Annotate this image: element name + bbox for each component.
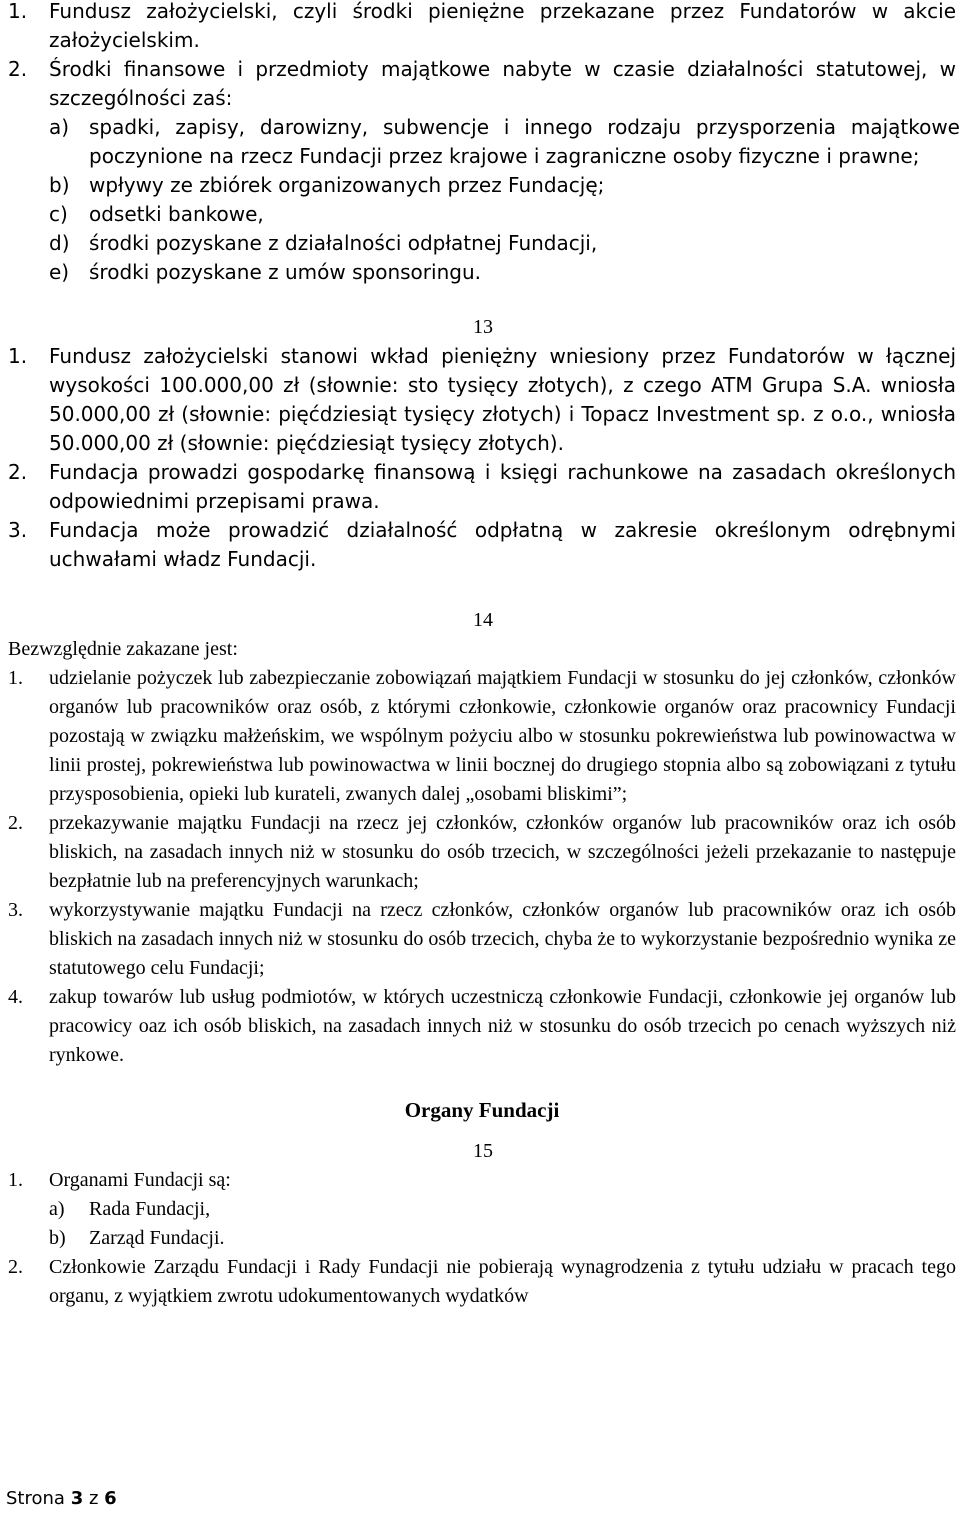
sub-text: wpływy ze zbiórek organizowanych przez Fundację; xyxy=(89,173,605,197)
sub-item xyxy=(0,200,960,229)
sub-item xyxy=(0,171,960,200)
section-number: 13 xyxy=(473,316,493,338)
item-text: Środki finansowe i przedmioty majątkowe nabyte w czasie działalności statutowej, w szczególności zaś: xyxy=(49,57,956,110)
list-item xyxy=(0,342,960,458)
sub-text: środki pozyskane z działalności odpłatnej Fundacji, xyxy=(89,231,598,255)
sub-letter: a) xyxy=(49,1198,65,1220)
sub-text: środki pozyskane z umów sponsoringu. xyxy=(89,260,481,284)
footer-of: z xyxy=(88,1488,99,1509)
sub-text: odsetki bankowe, xyxy=(89,202,264,226)
list-item xyxy=(0,983,960,1070)
footer-total-pages: 6 xyxy=(104,1488,117,1509)
item-number: 2. xyxy=(8,57,28,81)
sub-text: Zarząd Fundacji. xyxy=(89,1227,225,1249)
sub-letter: b) xyxy=(49,173,70,197)
item-number: 1. xyxy=(8,0,28,23)
footer-prefix: Strona xyxy=(6,1488,65,1509)
section-intro: Bezwzględnie zakazane jest: xyxy=(8,638,238,660)
item-text: Fundacja prowadzi gospodarkę finansową i księgi rachunkowe na zasadach określonych odpowiednimi przepisami prawa. xyxy=(49,460,956,513)
footer-page-number: 3 xyxy=(70,1488,84,1509)
sub-text: Rada Fundacji, xyxy=(89,1198,211,1220)
sub-item xyxy=(0,113,960,171)
item-number: 3. xyxy=(8,899,23,921)
page-footer xyxy=(6,1488,117,1509)
item-text: przekazywanie majątku Fundacji na rzecz jej członków, członków organów lub pracowników oraz ich osób bliskich, na zasadach innych niż w stosunku do osób trzecich, w szczególności jeżeli przekazanie to następuje bezpłatnie lub na preferencyjnych warunkach; xyxy=(49,812,956,892)
list-item xyxy=(0,664,960,809)
section-heading: Organy Fundacji xyxy=(404,1098,560,1122)
item-text: Fundacja może prowadzić działalność odpłatną w zakresie określonym odrębnymi uchwałami władz Fundacji. xyxy=(49,518,956,571)
item-number: 1. xyxy=(8,667,23,689)
section-number: 14 xyxy=(473,609,493,631)
item-text: Członkowie Zarządu Fundacji i Rady Fundacji nie pobierają wynagrodzenia z tytułu udziału w pracach tego organu, z wyjątkiem zwrotu udokumentowanych wydatków xyxy=(49,1256,956,1307)
section-number: 15 xyxy=(473,1140,493,1162)
list-item xyxy=(0,0,960,55)
list-item xyxy=(0,1166,960,1195)
item-text: wykorzystywanie majątku Fundacji na rzecz członków, członków organów lub pracowników oraz ich osób bliskich na zasadach innych niż w stosunku do osób trzecich, chyba że to wykorzystanie bezpośrednio wynika ze statutowego celu Fundacji; xyxy=(49,899,956,979)
item-text: Organami Fundacji są: xyxy=(49,1169,231,1191)
item-text: udzielanie pożyczek lub zabezpieczanie zobowiązań majątkiem Fundacji w stosunku do jej członków, członków organów lub pracowników oraz osób, z którymi członkowie, członkowie organów oraz pracownicy Fundacji pozostają w związku małżeńskim, we wspólnym pożyciu albo w stosunku pokrewieństwa lub powinowactwa w linii prostej, pokrewieństwa lub powinowactwa w linii bocznej do drugiego stopnia albo są zobowiązani z tytułu przysposobienia, opieki lub kurateli, zwanych dalej „osobami bliskimi”; xyxy=(49,667,956,805)
sub-item xyxy=(0,258,960,287)
item-number: 2. xyxy=(8,460,28,484)
item-number: 2. xyxy=(8,1256,23,1278)
item-text: Fundusz założycielski stanowi wkład pieniężny wniesiony przez Fundatorów w łącznej wysokości 100.000,00 zł (słownie: sto tysięcy złotych), z czego ATM Grupa S.A. wniosła 50.000,00 zł (słownie: pięćdziesiąt tysięcy złotych) i Topacz Investment sp. z o.o., wniosła 50.000,00 zł (słownie: pięćdziesiąt tysięcy złotych). xyxy=(49,344,956,455)
list-item xyxy=(0,55,960,113)
item-number: 3. xyxy=(8,518,28,542)
list-item xyxy=(0,516,960,574)
item-number: 1. xyxy=(8,1169,23,1191)
sub-text: spadki, zapisy, darowizny, subwencje i innego rodzaju przysporzenia majątkowe poczynione na rzecz Fundacji przez krajowe i zagraniczne osoby fizyczne i prawne; xyxy=(89,115,960,168)
sub-letter: e) xyxy=(49,260,70,284)
list-item xyxy=(0,458,960,516)
sub-item xyxy=(0,1195,960,1224)
sub-letter: d) xyxy=(49,231,70,255)
sub-item xyxy=(0,229,960,258)
list-item xyxy=(0,896,960,983)
sub-letter: a) xyxy=(49,115,70,139)
item-number: 1. xyxy=(8,344,28,368)
item-number: 4. xyxy=(8,986,23,1008)
item-text: Fundusz założycielski, czyli środki pieniężne przekazane przez Fundatorów w akcie założycielskim. xyxy=(49,0,956,52)
item-text: zakup towarów lub usług podmiotów, w których uczestniczą członkowie Fundacji, członkowie jej organów lub pracowicy oaz ich osób bliskich, na zasadach innych niż w stosunku do osób trzecich po cenach wyższych niż rynkowe. xyxy=(49,986,956,1066)
list-item xyxy=(0,809,960,896)
item-number: 2. xyxy=(8,812,23,834)
list-item xyxy=(0,1253,960,1311)
sub-letter: b) xyxy=(49,1227,66,1249)
sub-letter: c) xyxy=(49,202,68,226)
sub-item xyxy=(0,1224,960,1253)
